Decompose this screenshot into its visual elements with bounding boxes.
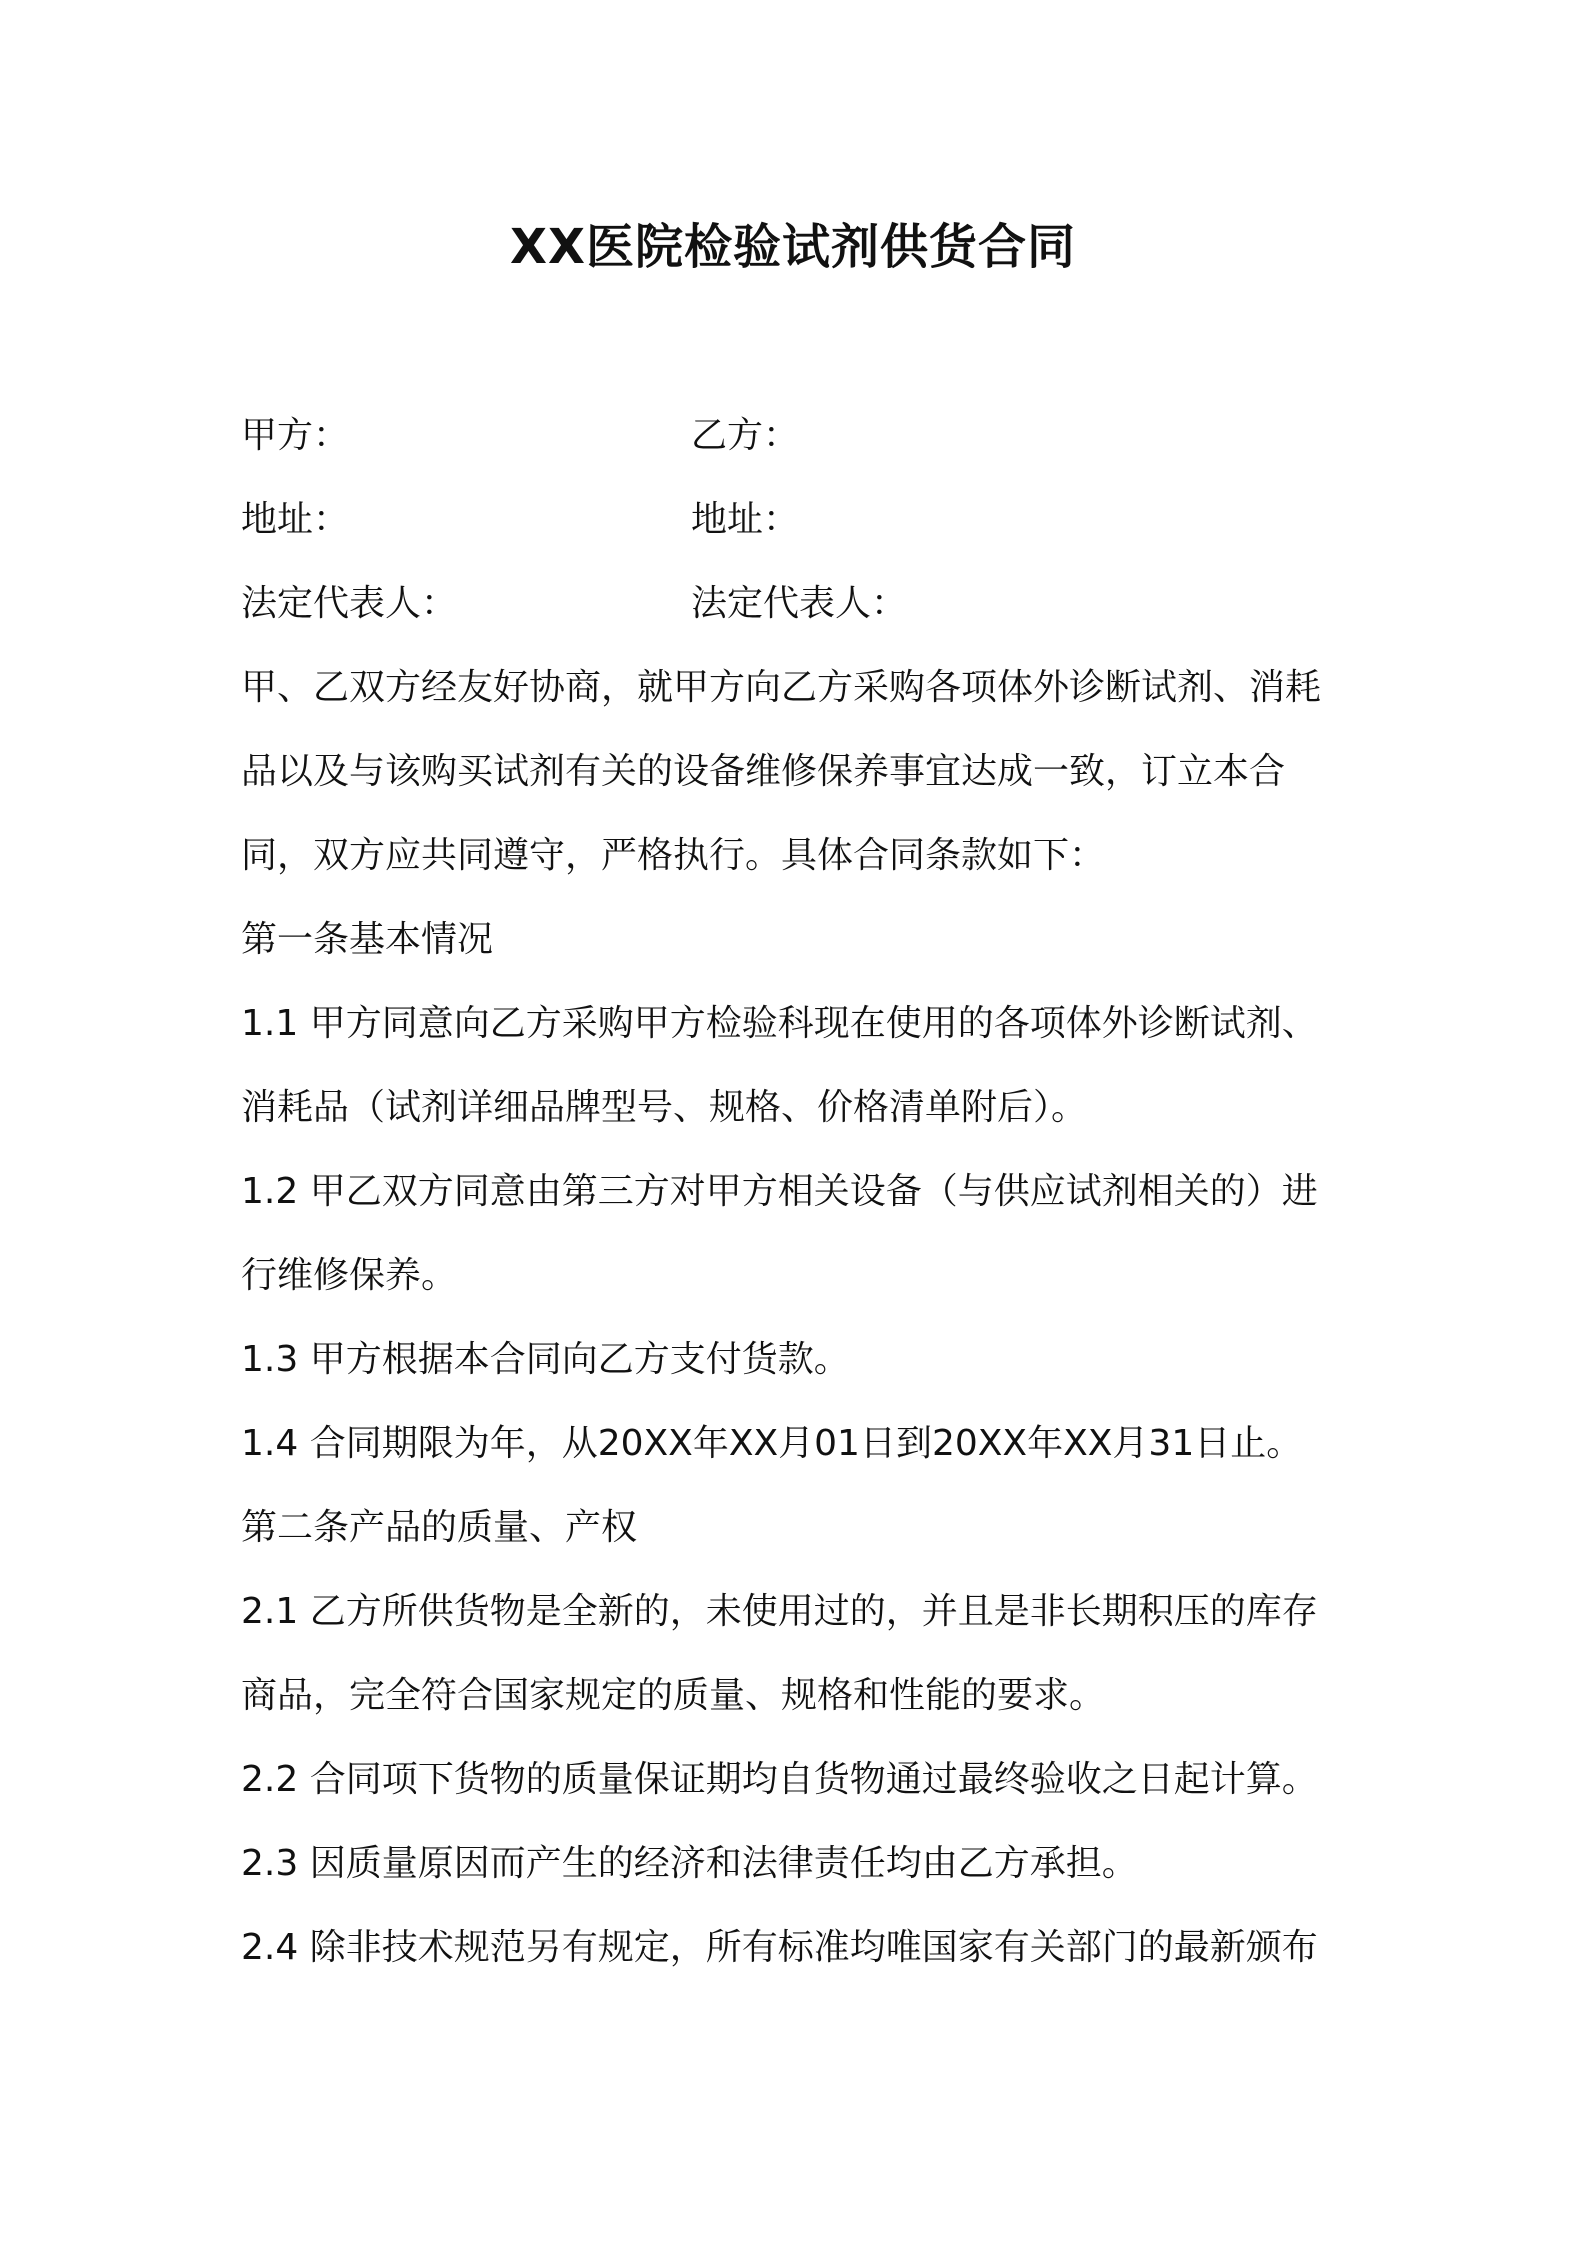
party-a-label: 甲方： [241,415,350,456]
document-title: XX医院检验试剂供货合同 [509,219,1077,275]
clause-2-2: 2.2 合同项下货物的质量保证期均自货物通过最终验收之日起计算。 [241,1759,1318,1800]
preamble-line-3: 同，双方应共同遵守，严格执行。具体合同条款如下： [241,835,1106,876]
party-b-label: 乙方： [691,415,800,456]
clause-1-2-line-2: 行维修保养。 [241,1255,458,1296]
party-a-address-label: 地址： [241,499,350,540]
clause-2-1-line-2: 商品，完全符合国家规定的质量、规格和性能的要求。 [241,1675,1106,1716]
clause-2-3: 2.3 因质量原因而产生的经济和法律责任均由乙方承担。 [241,1843,1138,1884]
party-row-representative [241,574,1361,634]
party-b-address-label: 地址： [691,499,800,540]
clause-1-2-line-1: 1.2 甲乙双方同意由第三方对甲方相关设备（与供应试剂相关的）进 [241,1171,1318,1212]
preamble-line-1: 甲、乙双方经友好协商，就甲方向乙方采购各项体外诊断试剂、消耗 [241,667,1322,708]
clause-1-3: 1.3 甲方根据本合同向乙方支付货款。 [241,1339,850,1380]
party-b-representative-label: 法定代表人： [691,583,908,624]
party-row-name [241,406,1361,466]
party-row-address [241,490,1361,550]
party-a-representative-label: 法定代表人： [241,583,458,624]
section-1-heading: 第一条基本情况 [241,919,494,960]
clause-1-1-line-2: 消耗品（试剂详细品牌型号、规格、价格清单附后）。 [241,1087,1088,1128]
section-2-heading: 第二条产品的质量、产权 [241,1507,638,1548]
clause-1-1-line-1: 1.1 甲方同意向乙方采购甲方检验科现在使用的各项体外诊断试剂、 [241,1003,1318,1044]
preamble-line-2: 品以及与该购买试剂有关的设备维修保养事宜达成一致，订立本合 [241,751,1286,792]
clause-2-4-line-1: 2.4 除非技术规范另有规定，所有标准均唯国家有关部门的最新颁布 [241,1927,1318,1968]
clause-2-1-line-1: 2.1 乙方所供货物是全新的，未使用过的，并且是非长期积压的库存 [241,1591,1318,1632]
clause-1-4: 1.4 合同期限为年，从20XX年XX月01日到20XX年XX月31日止。 [241,1423,1303,1464]
